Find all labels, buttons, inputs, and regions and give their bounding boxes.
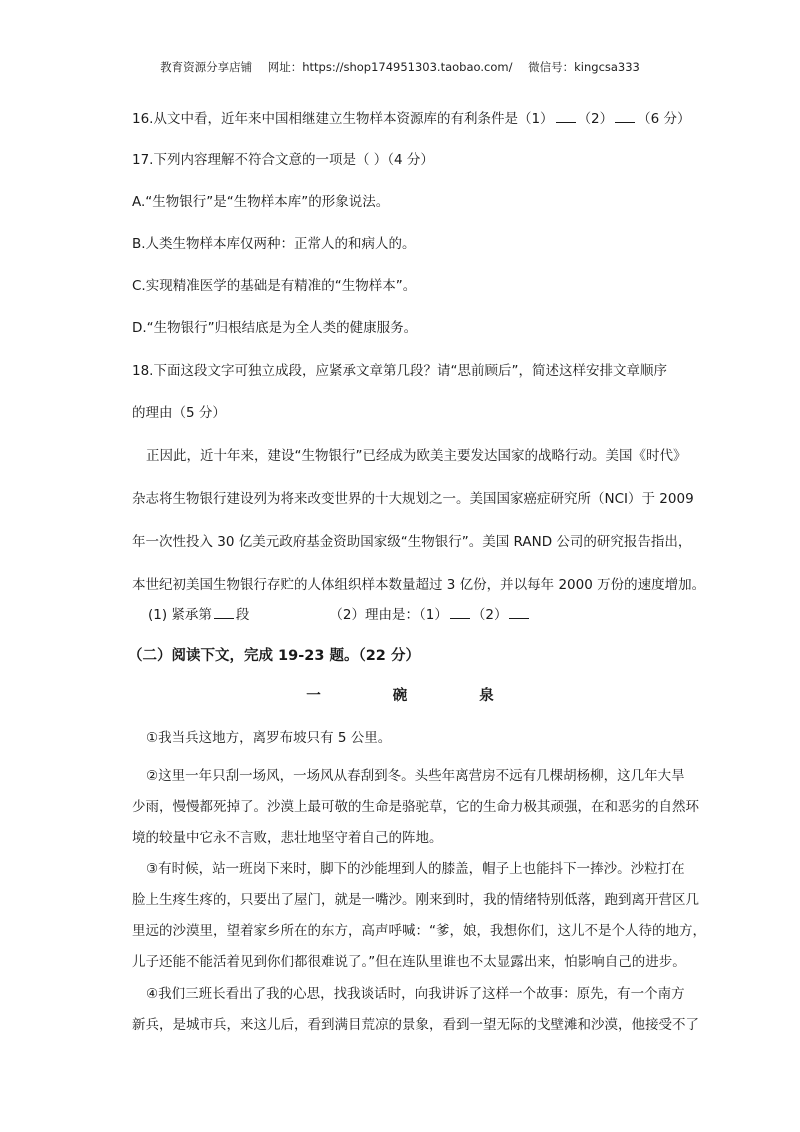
answer-blank[interactable] xyxy=(556,108,576,123)
section-heading: （二）阅读下文，完成 19-23 题。（22 分） xyxy=(128,648,420,664)
answer-part-1-end: 段 xyxy=(235,607,250,623)
answer-line-18 xyxy=(148,604,531,625)
question-16-score: （6 分） xyxy=(637,111,691,127)
story-paragraph: ②这里一年只刮一场风，一场风从春刮到冬。头些年离营房不远有几棵胡杨柳，这几年大旱 xyxy=(146,768,685,784)
story-paragraph: ①我当兵这地方，离罗布坡只有 5 公里。 xyxy=(146,730,392,746)
passage-line: 本世纪初美国生物银行存贮的人体组织样本数量超过 3 亿份，并以每年 2000 万份的速度增加。 xyxy=(132,577,706,593)
title-char: 泉 xyxy=(479,688,494,704)
story-line: 脸上生疼生疼的，只要出了屋门，就是一嘴沙。刚来到时，我的情绪特别低落，跑到离开营区几 xyxy=(132,892,699,908)
passage-line: 年一次性投入 30 亿美元政府基金资助国家级“生物银行”。美国 RAND 公司的研究报告指出， xyxy=(132,534,692,550)
answer-part-1: (1) 紧承第 xyxy=(148,607,212,623)
page-header xyxy=(0,59,800,75)
question-17-stem: 17.下列内容理解不符合文意的一项是（ ）（4 分） xyxy=(132,152,434,168)
shop-name: 教育资源分享店铺 xyxy=(160,60,253,74)
answer-blank[interactable] xyxy=(509,604,529,619)
wechat-id: 微信号：kingcsa333 xyxy=(528,60,640,74)
story-line: 里远的沙漠里，望着家乡所在的东方，高声呼喊：“爹，娘，我想你们，这儿不是个人待的地方， xyxy=(132,923,706,939)
answer-blank[interactable] xyxy=(615,108,635,123)
story-line: 新兵，是城市兵，来这儿后，看到满目荒凉的景象，看到一望无际的戈壁滩和沙漠，他接受不了 xyxy=(132,1017,699,1033)
answer-part-2-mid: （2） xyxy=(471,607,508,623)
story-title xyxy=(0,686,800,706)
title-char: 一 xyxy=(306,688,321,704)
story-line: 少雨，慢慢都死掉了。沙漠上最可敬的生命是骆驼草，它的生命力极其顽强，在和恶劣的自然环 xyxy=(132,799,699,815)
answer-blank[interactable] xyxy=(214,604,234,619)
option-a: A.“生物银行”是“生物样本库”的形象说法。 xyxy=(132,194,390,210)
question-18-line1: 18.下面这段文字可独立成段，应紧承文章第几段？请“思前顾后”，简述这样安排文章顺序 xyxy=(132,363,667,379)
passage-line: 正因此，近十年来，建设“生物银行”已经成为欧美主要发达国家的战略行动。美国《时代》 xyxy=(146,448,687,464)
title-char: 碗 xyxy=(392,688,408,704)
question-16-mid: （2） xyxy=(577,111,614,127)
question-16 xyxy=(132,108,691,129)
story-line: 境的较量中它永不言败，悲壮地坚守着自己的阵地。 xyxy=(132,830,443,846)
story-line: 儿子还能不能活着见到你们都很难说了。”但在连队里谁也不太显露出来，怕影响自己的进步。 xyxy=(132,954,686,970)
answer-part-2: （2）理由是：（1） xyxy=(329,607,448,623)
question-18-line2: 的理由（5 分） xyxy=(132,405,226,421)
story-paragraph: ④我们三班长看出了我的心思，找我谈话时，向我讲诉了这样一个故事：原先，有一个南方 xyxy=(146,986,685,1002)
option-d: D.“生物银行”归根结底是为全人类的健康服务。 xyxy=(132,320,418,336)
shop-url: 网址：https://shop174951303.taobao.com/ xyxy=(267,60,513,74)
question-16-text: 16.从文中看，近年来中国相继建立生物样本资源库的有利条件是（1） xyxy=(132,111,554,127)
option-c: C.实现精准医学的基础是有精准的“生物样本”。 xyxy=(132,278,417,294)
answer-blank[interactable] xyxy=(450,604,470,619)
story-paragraph: ③有时候，站一班岗下来时，脚下的沙能埋到人的膝盖，帽子上也能抖下一捧沙。沙粒打在 xyxy=(146,861,685,877)
option-b: B.人类生物样本库仅两种：正常人的和病人的。 xyxy=(132,236,416,252)
passage-line: 杂志将生物银行建设列为将来改变世界的十大规划之一。美国国家癌症研究所（NCI）于 2009 xyxy=(132,491,694,507)
